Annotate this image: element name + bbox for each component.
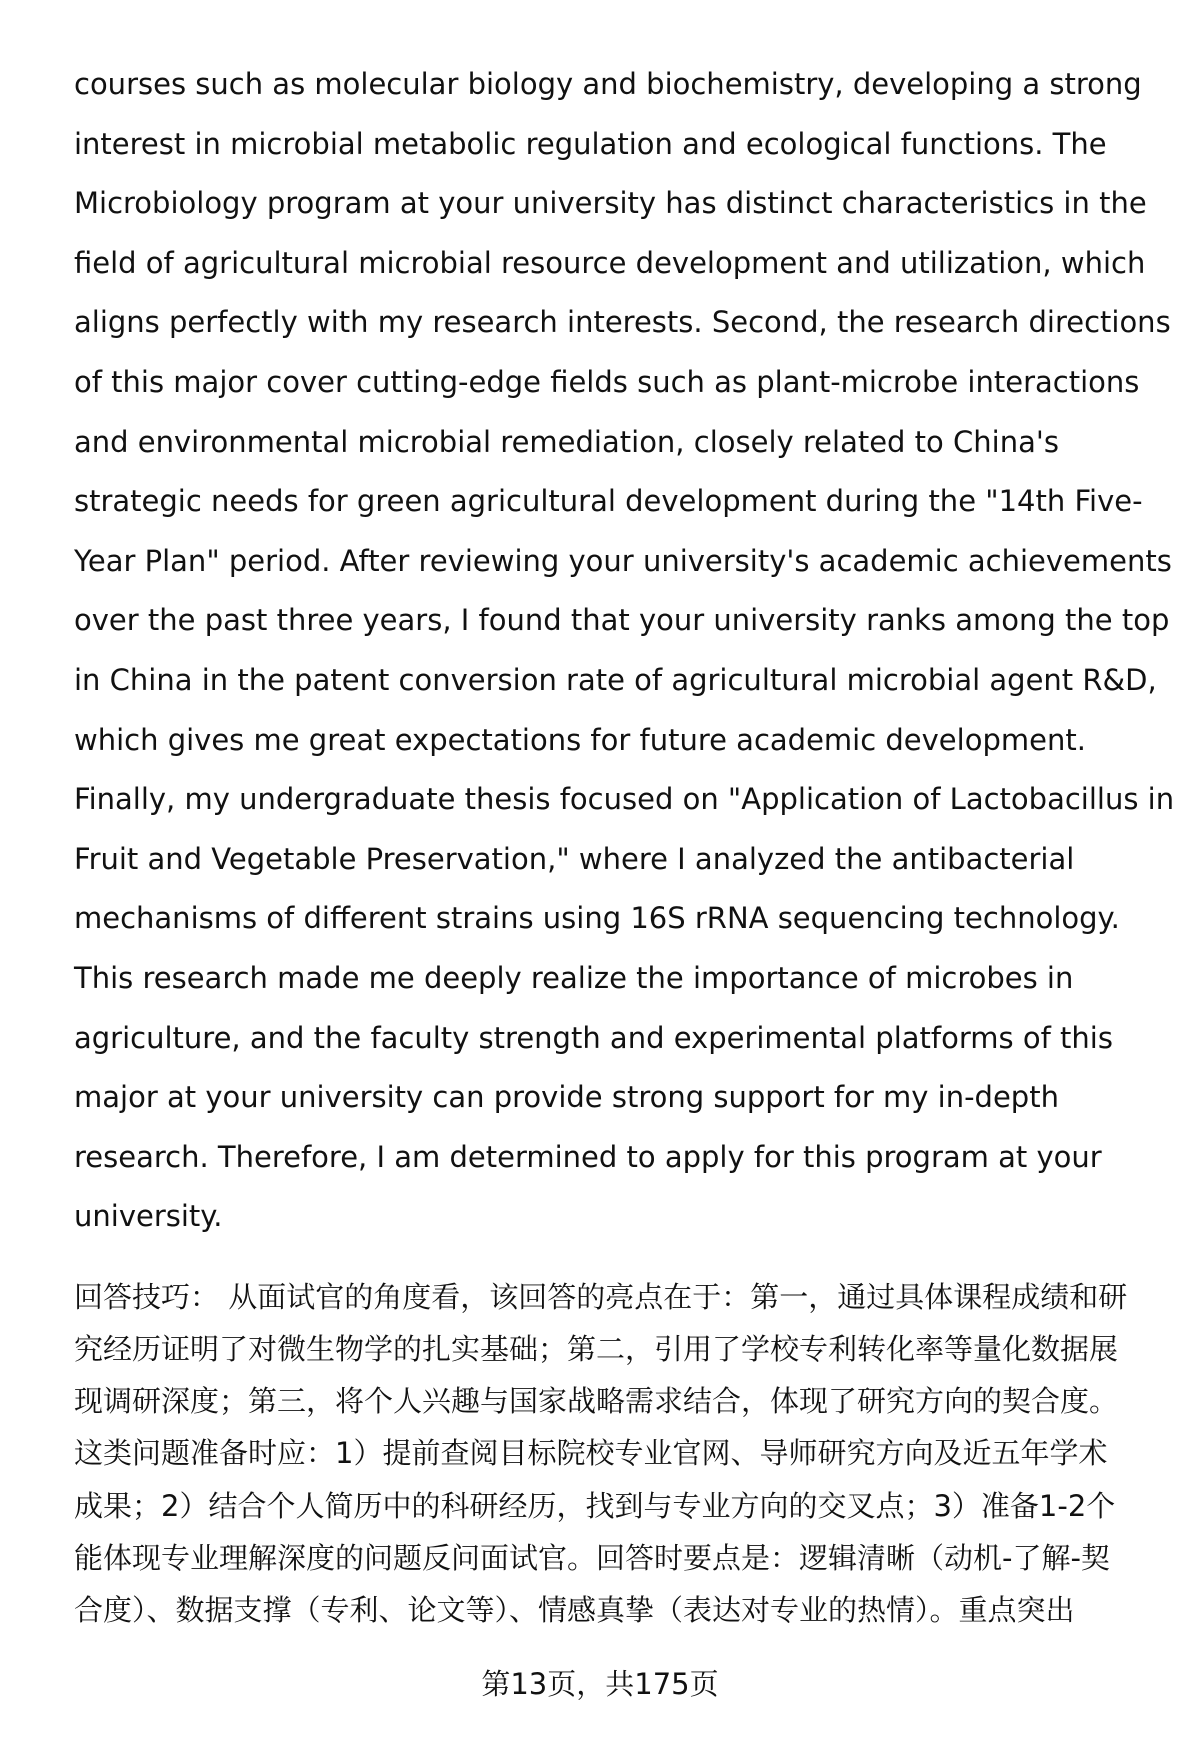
text-line: research. Therefore, I am determined to apply for this program at your <box>74 1139 1102 1174</box>
text-line: university. <box>74 1199 223 1234</box>
text-line: aligns perfectly with my research interests. Second, the research directions <box>74 305 1171 340</box>
text-line: major at your university can provide strong support for my in-depth <box>74 1080 1059 1115</box>
text-line: courses such as molecular biology and biochemistry, developing a strong <box>74 67 1142 101</box>
text-line: Microbiology program at your university has distinct characteristics in the <box>74 186 1147 221</box>
text-line: agriculture, and the faculty strength and experimental platforms of this <box>74 1020 1113 1055</box>
text-line: which gives me great expectations for future academic development. <box>74 722 1086 757</box>
text-line: Year Plan" period. After reviewing your university's academic achievements <box>74 543 1172 578</box>
tips-line: 能体现专业理解深度的问题反问面试官。回答时要点是：逻辑清晰（动机-了解-契 <box>74 1540 1110 1575</box>
answer-paragraph <box>74 55 1175 1247</box>
text-line: field of agricultural microbial resource development and utilization, which <box>74 245 1146 280</box>
page-content <box>74 55 1175 1636</box>
tips-line: 合度）、数据支撑（专利、论文等）、情感真挚（表达对专业的热情）。重点突出 <box>74 1593 1075 1628</box>
tips-line: 回答技巧： 从面试官的角度看，该回答的亮点在于：第一，通过具体课程成绩和研 <box>74 1279 1128 1314</box>
text-line: strategic needs for green agricultural development during the "14th Five- <box>74 484 1143 519</box>
page-number: 第13页，共175页 <box>481 1667 719 1701</box>
answer-tips-paragraph <box>74 1271 1154 1636</box>
text-line: Fruit and Vegetable Preservation," where I analyzed the antibacterial <box>74 841 1075 876</box>
text-line: interest in microbial metabolic regulation and ecological functions. The <box>74 126 1107 161</box>
text-line: of this major cover cutting-edge fields such as plant-microbe interactions <box>74 364 1140 399</box>
tips-line: 这类问题准备时应：1）提前查阅目标院校专业官网、导师研究方向及近五年学术 <box>74 1436 1108 1471</box>
tips-line: 现调研深度；第三，将个人兴趣与国家战略需求结合，体现了研究方向的契合度。 <box>74 1384 1119 1419</box>
tips-line: 成果；2）结合个人简历中的科研经历，找到与专业方向的交叉点；3）准备1-2个 <box>74 1488 1116 1523</box>
text-line: over the past three years, I found that your university ranks among the top <box>74 603 1170 638</box>
text-line: and environmental microbial remediation, closely related to China's <box>74 424 1059 459</box>
text-line: in China in the patent conversion rate of agricultural microbial agent R&D, <box>74 662 1157 697</box>
text-line: This research made me deeply realize the importance of microbes in <box>74 960 1074 995</box>
tips-line: 究经历证明了对微生物学的扎实基础；第二，引用了学校专利转化率等量化数据展 <box>74 1332 1119 1367</box>
text-line: mechanisms of different strains using 16S rRNA sequencing technology. <box>74 901 1120 936</box>
text-line: Finally, my undergraduate thesis focused on "Application of Lactobacillus in <box>74 782 1175 817</box>
